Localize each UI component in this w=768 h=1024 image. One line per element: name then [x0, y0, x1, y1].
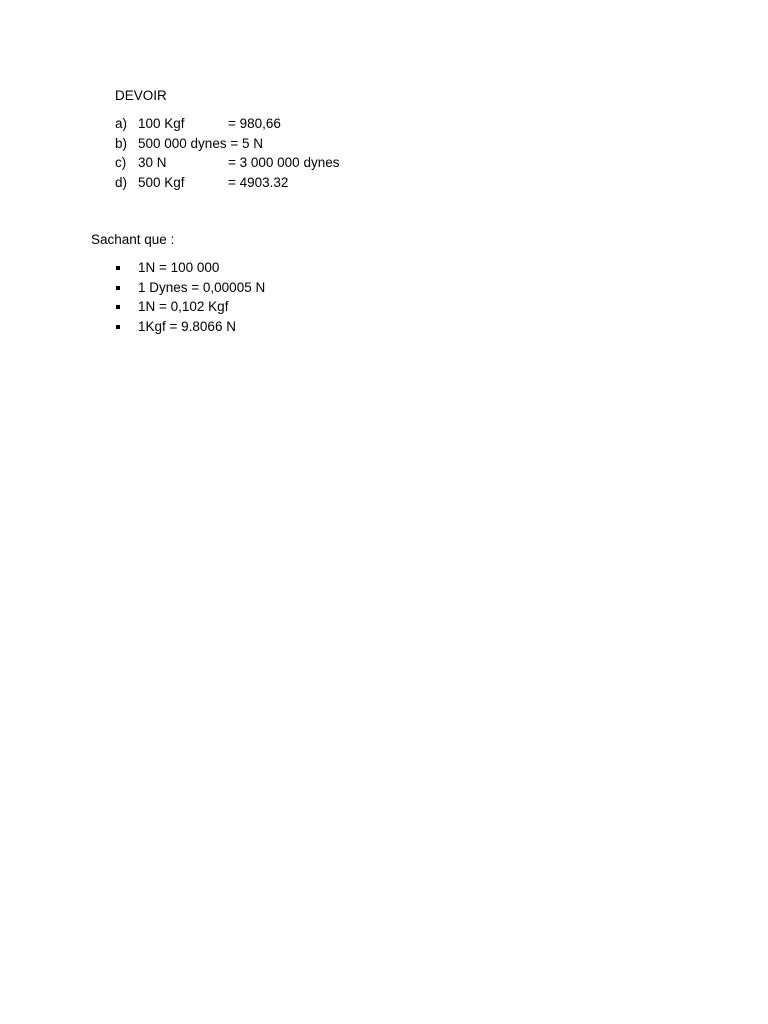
square-bullet-icon: [116, 286, 120, 290]
exercise-quantity: 30 N: [138, 155, 167, 170]
exercise-quantity: 100 Kgf: [138, 116, 185, 131]
fact-text: 1 Dynes = 0,00005 N: [138, 279, 266, 295]
exercise-quantity: 500 Kgf: [138, 174, 185, 190]
exercise-result: = 3 000 000 dynes: [228, 155, 340, 170]
exercise-marker: c): [115, 155, 127, 170]
exercise-quantity: 500 000 dynes = 5 N: [138, 135, 263, 151]
square-bullet-icon: [116, 266, 120, 270]
exercise-marker: a): [115, 116, 128, 131]
square-bullet-icon: [116, 305, 120, 309]
fact-text: 1Kgf = 9.8066 N: [138, 318, 236, 334]
fact-text: 1N = 100 000: [138, 260, 220, 275]
exercise-marker: b): [115, 135, 128, 151]
exercise-marker: d): [115, 174, 128, 190]
exercise-result: = 980,66: [228, 116, 281, 131]
document-title: DEVOIR: [115, 88, 167, 103]
fact-text: 1N = 0,102 Kgf: [138, 299, 229, 314]
intro-text: Sachant que :: [91, 232, 175, 247]
square-bullet-icon: [116, 325, 120, 329]
exercise-result: = 4903.32: [228, 174, 289, 190]
